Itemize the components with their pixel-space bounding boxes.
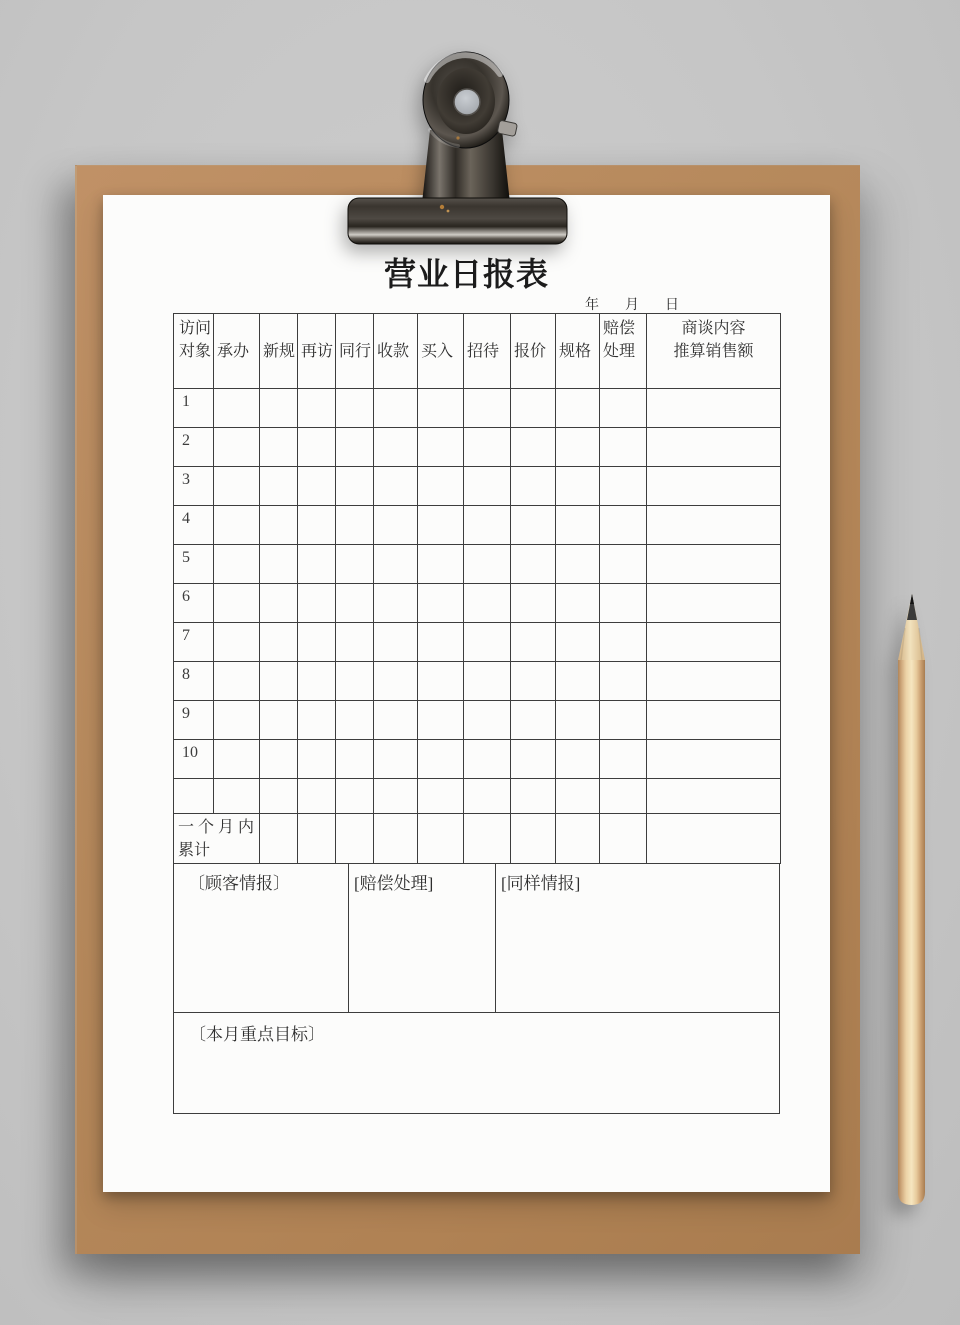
row-number-cell: 10 (174, 740, 214, 779)
binder-clip-icon (330, 38, 610, 250)
blank-cell (511, 662, 556, 701)
blank-cell (374, 779, 418, 814)
blank-cell (600, 662, 647, 701)
spacer-row (174, 779, 781, 814)
blank-cell (260, 623, 298, 662)
blank-cell (418, 506, 464, 545)
blank-cell (556, 389, 600, 428)
blank-cell (260, 389, 298, 428)
blank-cell (298, 814, 336, 864)
blank-cell (260, 740, 298, 779)
blank-cell (647, 506, 781, 545)
blank-cell (298, 428, 336, 467)
report-table (173, 313, 781, 864)
blank-cell (647, 779, 781, 814)
table-row (174, 701, 781, 740)
column-header-new: 新规 (260, 314, 298, 389)
blank-cell (418, 740, 464, 779)
blank-cell (556, 428, 600, 467)
blank-cell (464, 467, 511, 506)
blank-cell (647, 662, 781, 701)
month-label: 月 (625, 298, 639, 313)
blank-cell (214, 584, 260, 623)
blank-cell (174, 779, 214, 814)
blank-cell (556, 467, 600, 506)
blank-cell (600, 779, 647, 814)
row-number-cell: 4 (174, 506, 214, 545)
blank-cell (260, 779, 298, 814)
blank-cell (556, 662, 600, 701)
blank-cell (556, 740, 600, 779)
customer-info-label: 〔顾客情报〕 (188, 874, 290, 893)
blank-cell (260, 467, 298, 506)
blank-cell (260, 584, 298, 623)
blank-cell (556, 506, 600, 545)
blank-cell (336, 584, 374, 623)
blank-cell (260, 428, 298, 467)
blank-cell (418, 584, 464, 623)
blank-cell (214, 662, 260, 701)
blank-cell (260, 701, 298, 740)
blank-cell (647, 814, 781, 864)
blank-cell (647, 389, 781, 428)
blank-cell (464, 779, 511, 814)
blank-cell (511, 814, 556, 864)
row-number-cell: 1 (174, 389, 214, 428)
column-header-accompany: 同行 (336, 314, 374, 389)
date-line (585, 294, 679, 314)
column-header-buy-in: 买入 (418, 314, 464, 389)
compensation-box (349, 864, 496, 1012)
blank-cell (556, 701, 600, 740)
blank-cell (298, 584, 336, 623)
column-header-revisit: 再访 (298, 314, 336, 389)
blank-cell (600, 814, 647, 864)
blank-cell (600, 506, 647, 545)
blank-cell (600, 467, 647, 506)
blank-cell (647, 623, 781, 662)
blank-cell (418, 662, 464, 701)
year-label: 年 (585, 298, 599, 313)
form-title: 营业日报表 (383, 256, 549, 292)
blank-cell (298, 623, 336, 662)
blank-cell (374, 584, 418, 623)
blank-cell (511, 740, 556, 779)
row-number-cell: 7 (174, 623, 214, 662)
blank-cell (374, 740, 418, 779)
monthly-total-line1: 一 个 月 内 (178, 819, 255, 836)
monthly-total-row (174, 814, 781, 864)
blank-cell (214, 467, 260, 506)
day-label: 日 (665, 298, 679, 313)
blank-cell (374, 662, 418, 701)
blank-cell (298, 662, 336, 701)
blank-cell (600, 545, 647, 584)
blank-cell (647, 584, 781, 623)
blank-cell (464, 740, 511, 779)
blank-cell (298, 779, 336, 814)
monthly-total-label-cell (174, 814, 260, 864)
blank-cell (214, 740, 260, 779)
blank-cell (336, 428, 374, 467)
report-grid (173, 313, 780, 1114)
table-row (174, 467, 781, 506)
blank-cell (464, 623, 511, 662)
blank-cell (214, 779, 260, 814)
blank-cell (600, 389, 647, 428)
table-row (174, 545, 781, 584)
table-row (174, 506, 781, 545)
same-info-box (496, 864, 779, 1012)
blank-cell (336, 814, 374, 864)
monthly-goal-label: 〔本月重点目标〕 (189, 1025, 325, 1044)
row-number-cell: 5 (174, 545, 214, 584)
blank-cell (511, 545, 556, 584)
blank-cell (464, 428, 511, 467)
blank-cell (600, 623, 647, 662)
info-boxes-row (173, 864, 780, 1013)
table-row (174, 428, 781, 467)
blank-cell (336, 545, 374, 584)
blank-cell (464, 701, 511, 740)
row-number-cell: 6 (174, 584, 214, 623)
table-row (174, 584, 781, 623)
blank-cell (511, 584, 556, 623)
blank-cell (260, 545, 298, 584)
blank-cell (418, 779, 464, 814)
table-row (174, 623, 781, 662)
blank-cell (464, 584, 511, 623)
blank-cell (374, 701, 418, 740)
blank-cell (556, 545, 600, 584)
blank-cell (647, 701, 781, 740)
blank-cell (647, 467, 781, 506)
compensation-label: [赔偿处理] (354, 874, 434, 893)
column-header-quotation: 报价 (511, 314, 556, 389)
blank-cell (511, 506, 556, 545)
blank-cell (336, 506, 374, 545)
same-info-label: [同样情报] (501, 874, 581, 893)
blank-cell (260, 506, 298, 545)
blank-cell (556, 584, 600, 623)
monthly-goal-box (173, 1013, 780, 1114)
table-row (174, 740, 781, 779)
blank-cell (336, 740, 374, 779)
blank-cell (374, 506, 418, 545)
blank-cell (647, 545, 781, 584)
blank-cell (260, 662, 298, 701)
blank-cell (374, 545, 418, 584)
blank-cell (374, 814, 418, 864)
table-row (174, 662, 781, 701)
blank-cell (511, 779, 556, 814)
blank-cell (214, 701, 260, 740)
monthly-total-line2: 累计 (178, 842, 211, 859)
row-number-cell: 2 (174, 428, 214, 467)
blank-cell (336, 662, 374, 701)
blank-cell (336, 701, 374, 740)
customer-info-box (174, 864, 349, 1012)
row-number-cell: 3 (174, 467, 214, 506)
blank-cell (214, 623, 260, 662)
blank-cell (600, 740, 647, 779)
blank-cell (600, 584, 647, 623)
blank-cell (556, 814, 600, 864)
blank-cell (418, 467, 464, 506)
blank-cell (336, 779, 374, 814)
column-header-entertain: 招待 (464, 314, 511, 389)
paper-form (103, 195, 830, 1192)
blank-cell (298, 389, 336, 428)
blank-cell (418, 623, 464, 662)
blank-cell (647, 740, 781, 779)
blank-cell (464, 814, 511, 864)
column-header-compensation: 赔偿 处理 (600, 314, 647, 389)
column-header-specification: 规格 (556, 314, 600, 389)
blank-cell (418, 814, 464, 864)
blank-cell (374, 389, 418, 428)
blank-cell (511, 467, 556, 506)
column-header-visit-target: 访问 对象 (174, 314, 214, 389)
blank-cell (374, 467, 418, 506)
blank-cell (418, 389, 464, 428)
blank-cell (214, 428, 260, 467)
column-header-collection: 收款 (374, 314, 418, 389)
blank-cell (336, 389, 374, 428)
blank-cell (374, 623, 418, 662)
blank-cell (647, 428, 781, 467)
blank-cell (418, 545, 464, 584)
pencil-icon (880, 578, 940, 1223)
blank-cell (464, 506, 511, 545)
column-header-negotiation: 商谈内容 推算销售额 (647, 314, 781, 389)
blank-cell (214, 545, 260, 584)
blank-cell (418, 428, 464, 467)
blank-cell (298, 467, 336, 506)
blank-cell (298, 545, 336, 584)
table-body (174, 389, 781, 779)
blank-cell (464, 545, 511, 584)
blank-cell (336, 623, 374, 662)
blank-cell (336, 467, 374, 506)
blank-cell (511, 428, 556, 467)
row-number-cell: 9 (174, 701, 214, 740)
blank-cell (298, 701, 336, 740)
blank-cell (298, 740, 336, 779)
blank-cell (556, 623, 600, 662)
blank-cell (214, 506, 260, 545)
blank-cell (600, 428, 647, 467)
blank-cell (374, 428, 418, 467)
header-row (174, 314, 781, 389)
blank-cell (511, 623, 556, 662)
blank-cell (260, 814, 298, 864)
blank-cell (464, 389, 511, 428)
row-number-cell: 8 (174, 662, 214, 701)
blank-cell (298, 506, 336, 545)
blank-cell (511, 701, 556, 740)
table-row (174, 389, 781, 428)
blank-cell (464, 662, 511, 701)
blank-cell (511, 389, 556, 428)
column-header-undertaker: 承办 (214, 314, 260, 389)
blank-cell (556, 779, 600, 814)
blank-cell (418, 701, 464, 740)
blank-cell (600, 701, 647, 740)
blank-cell (214, 389, 260, 428)
